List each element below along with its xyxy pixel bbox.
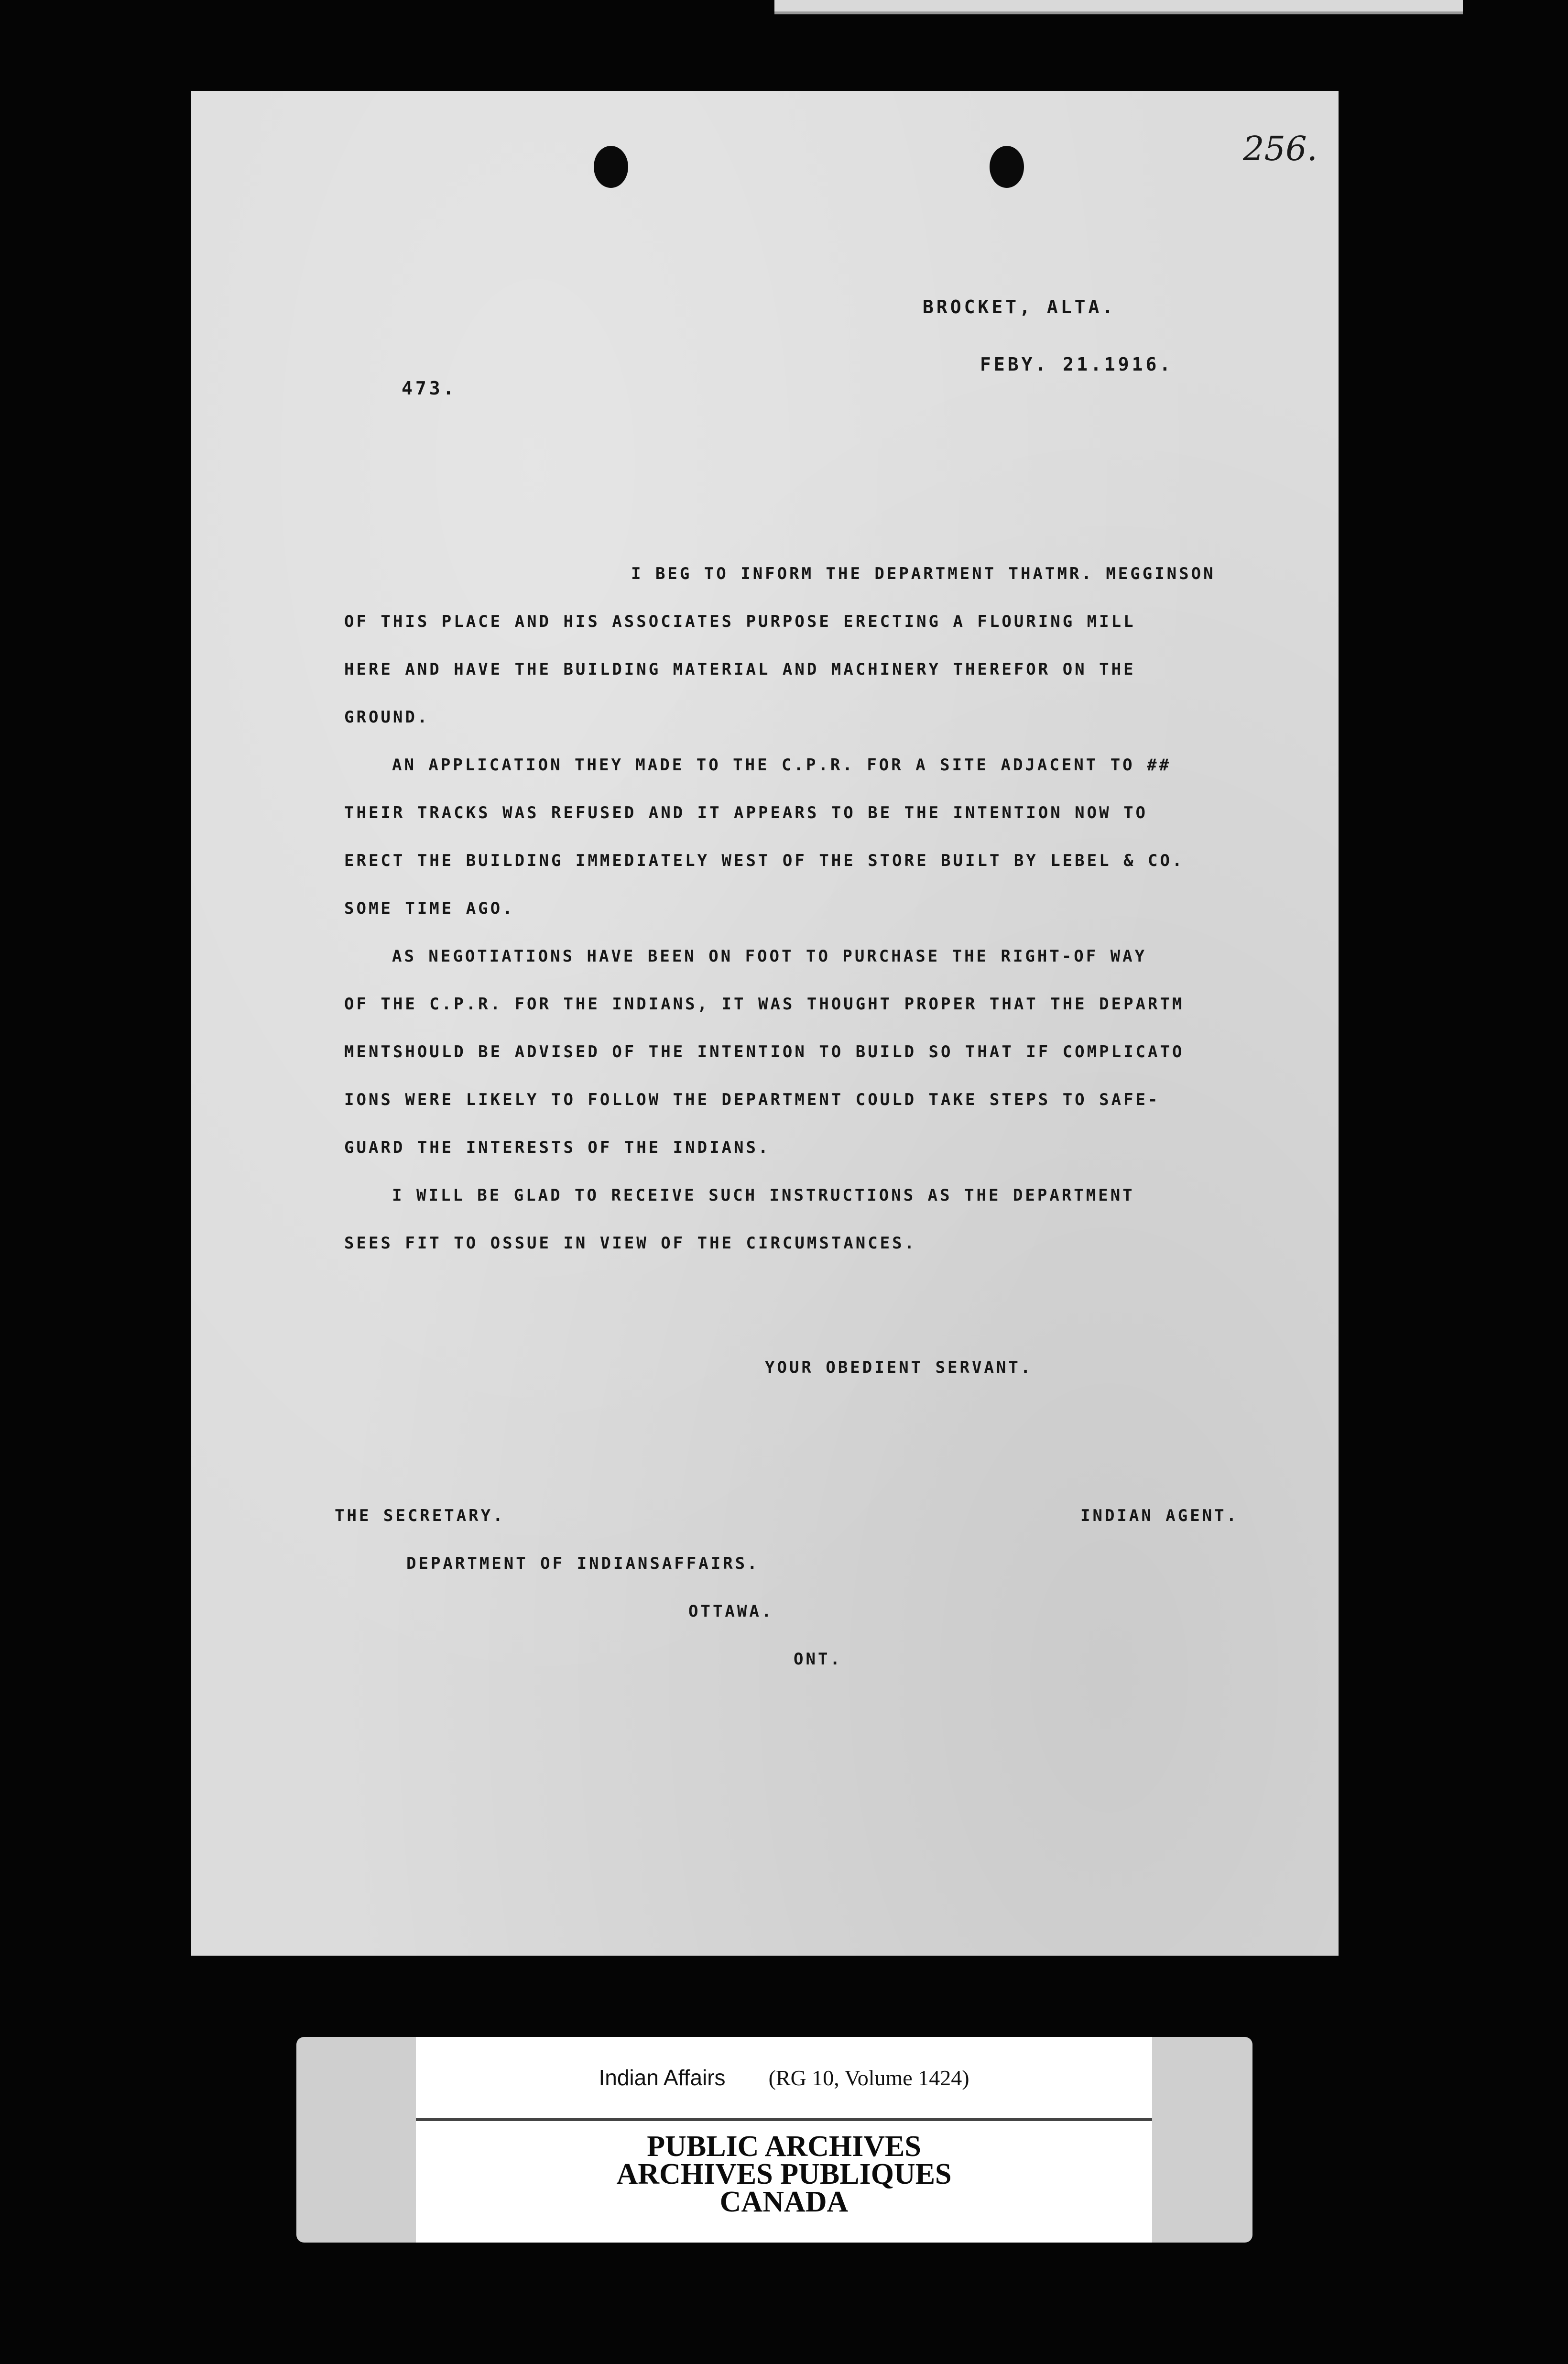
body-line: ERECT THE BUILDING IMMEDIATELY WEST OF THE STORE BUILT BY LEBEL & CO. xyxy=(344,851,1185,870)
archive-series: Indian Affairs xyxy=(599,2065,726,2090)
punch-hole-left xyxy=(594,146,628,188)
date-line: FEBY. 21.1916. xyxy=(980,354,1174,375)
body-line: AN APPLICATION THEY MADE TO THE C.P.R. FOR A SITE ADJACENT TO ## xyxy=(392,755,1172,775)
film-edge xyxy=(774,0,1463,14)
place-line: BROCKET, ALTA. xyxy=(923,296,1116,317)
body-line: GUARD THE INTERESTS OF THE INDIANS. xyxy=(344,1138,771,1157)
archive-label xyxy=(416,2037,1152,2243)
addressee-line-3: OTTAWA. xyxy=(688,1602,774,1621)
body-line: HERE AND HAVE THE BUILDING MATERIAL AND MACHINERY THEREFOR ON THE xyxy=(344,660,1136,679)
page-number: 256. xyxy=(1243,129,1318,168)
body-line: OF THE C.P.R. FOR THE INDIANS, IT WAS THOUGHT PROPER THAT THE DEPARTM xyxy=(344,995,1185,1014)
body-line: THEIR TRACKS WAS REFUSED AND IT APPEARS TO BE THE INTENTION NOW TO xyxy=(344,803,1148,822)
archive-reference xyxy=(416,2037,1152,2121)
addressee-line-1: THE SECRETARY. xyxy=(335,1506,505,1525)
body-line: MENTSHOULD BE ADVISED OF THE INTENTION TO BUILD SO THAT IF COMPLICATO xyxy=(344,1042,1185,1062)
body-line: AS NEGOTIATIONS HAVE BEEN ON FOOT TO PURCHASE THE RIGHT-OF WAY xyxy=(392,947,1147,966)
archive-name-fr: ARCHIVES PUBLIQUES xyxy=(616,2158,952,2190)
body-line: SOME TIME AGO. xyxy=(344,899,515,918)
body-line: SEES FIT TO OSSUE IN VIEW OF THE CIRCUMSTANCES. xyxy=(344,1234,917,1253)
punch-hole-right xyxy=(990,146,1024,188)
addressee-line-4: ONT. xyxy=(794,1650,842,1669)
archive-country: CANADA xyxy=(719,2186,849,2218)
closing-line: YOUR OBEDIENT SERVANT. xyxy=(765,1358,1033,1377)
body-line: I BEG TO INFORM THE DEPARTMENT THATMR. MEGGINSON xyxy=(631,564,1216,583)
body-line: I WILL BE GLAD TO RECEIVE SUCH INSTRUCTIONS AS THE DEPARTMENT xyxy=(392,1186,1135,1205)
body-line: IONS WERE LIKELY TO FOLLOW THE DEPARTMENT COULD TAKE STEPS TO SAFE- xyxy=(344,1090,1160,1109)
signature-title: INDIAN AGENT. xyxy=(1080,1506,1239,1525)
archive-name-en: PUBLIC ARCHIVES xyxy=(647,2130,921,2163)
body-line: GROUND. xyxy=(344,708,430,727)
body-line: OF THIS PLACE AND HIS ASSOCIATES PURPOSE ERECTING A FLOURING MILL xyxy=(344,612,1136,631)
archive-stamp xyxy=(416,2130,1152,2218)
file-number: 473. xyxy=(402,378,457,399)
addressee-line-2: DEPARTMENT OF INDIANSAFFAIRS. xyxy=(406,1554,760,1573)
letter-page xyxy=(191,91,1339,1956)
archive-volume: (RG 10, Volume 1424) xyxy=(768,2065,969,2090)
